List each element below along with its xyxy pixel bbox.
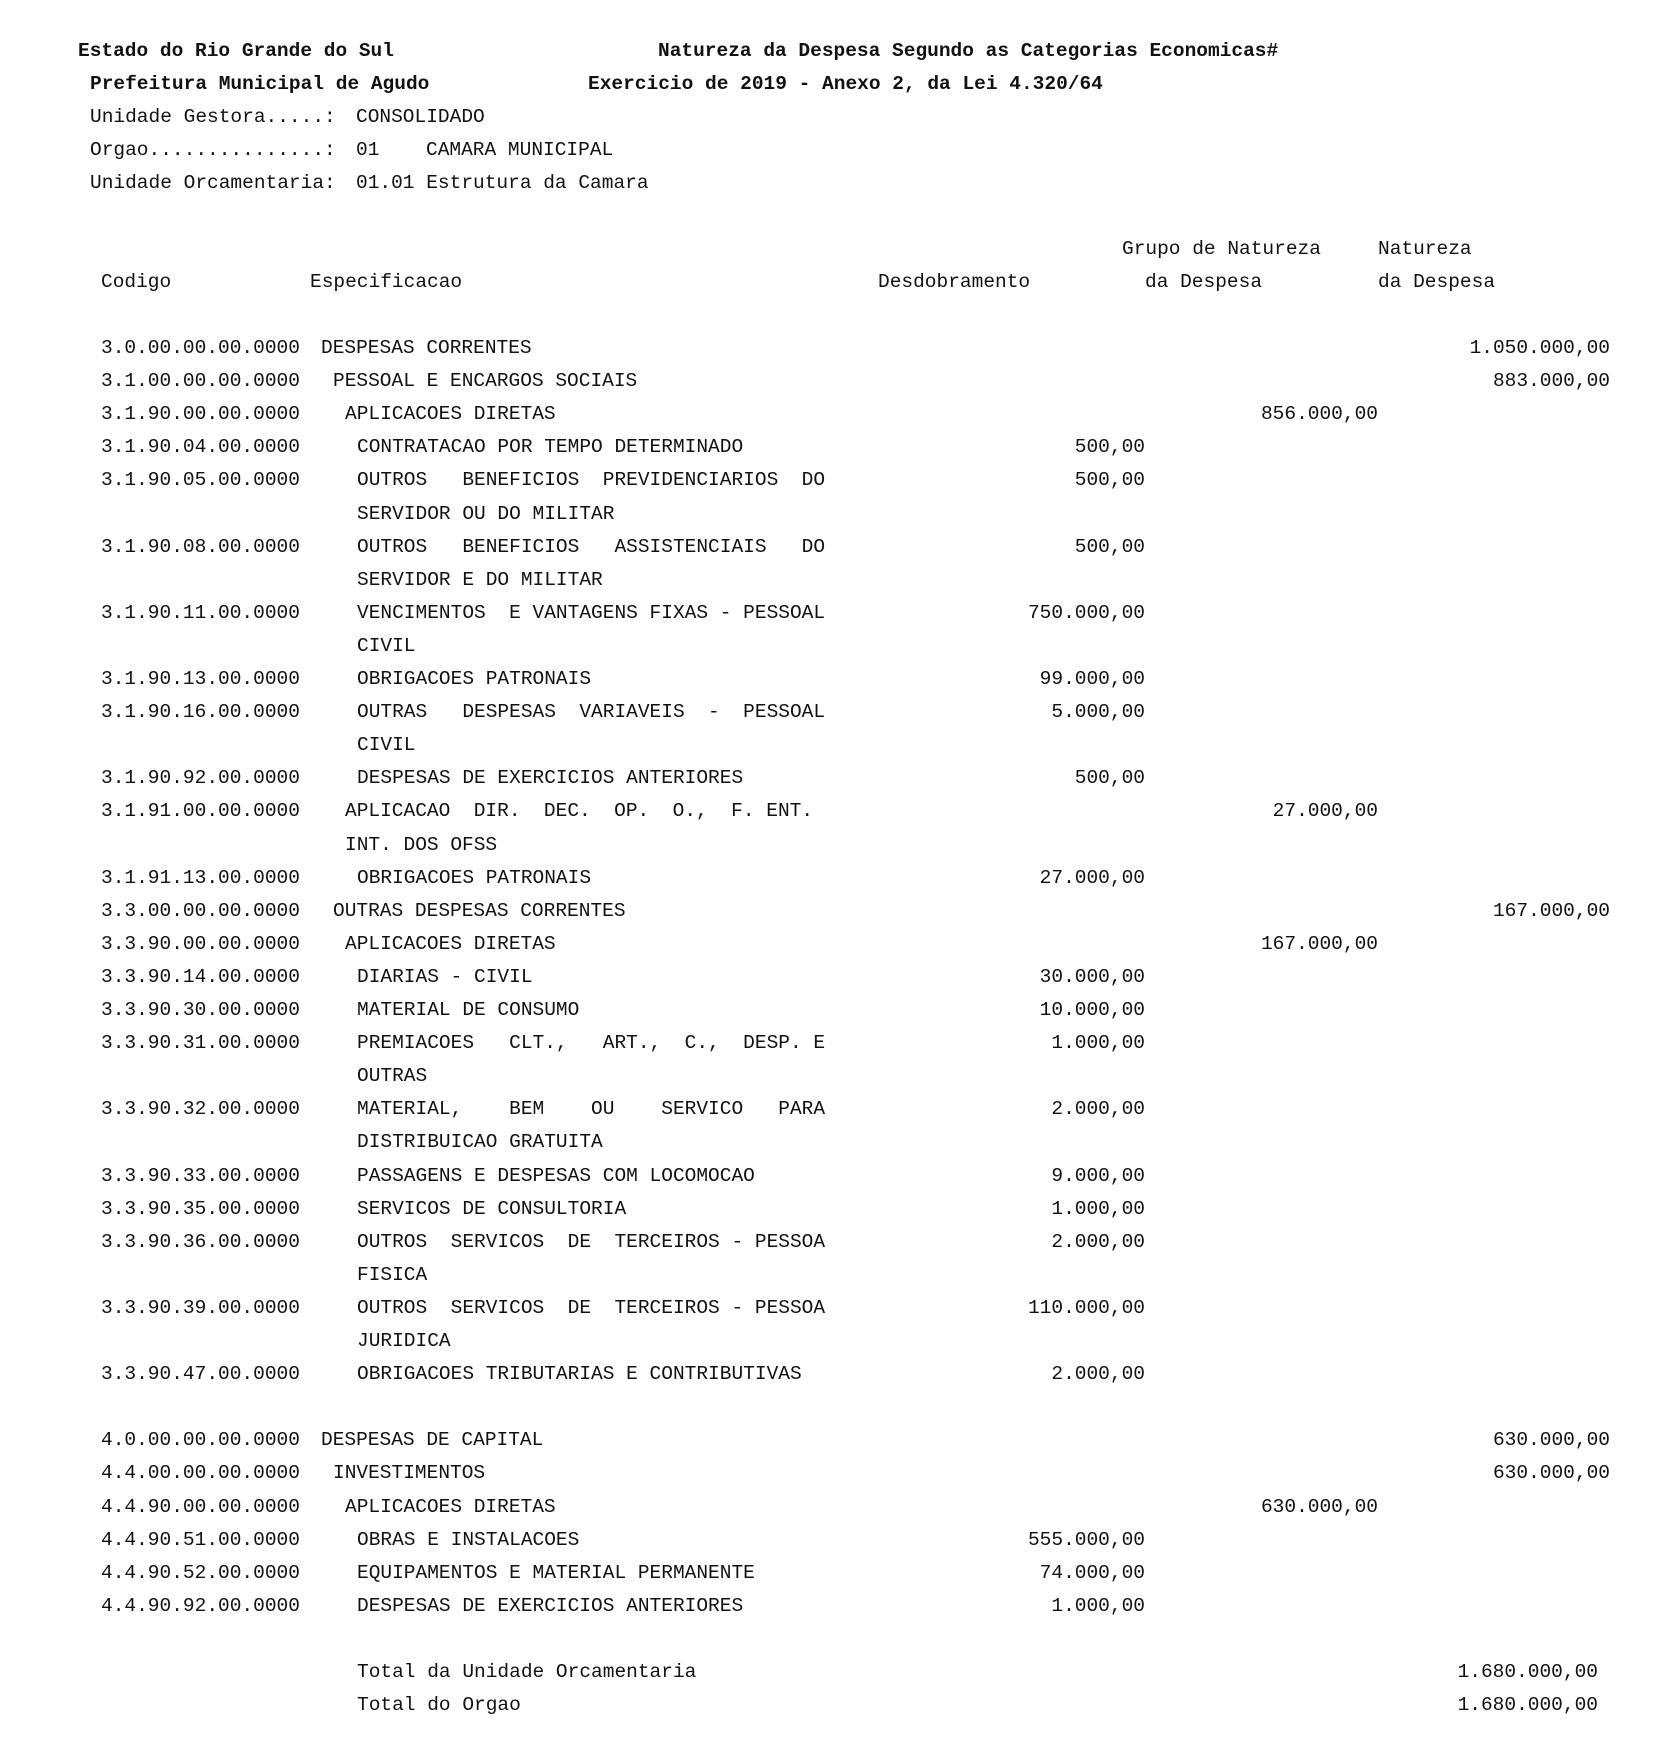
state-name: Estado do Rio Grande do Sul <box>78 40 394 62</box>
row-natureza-value: 630.000,00 <box>1492 1429 1610 1451</box>
unidade-gestora-value: CONSOLIDADO <box>356 106 485 128</box>
row-description: INT. DOS OFSS <box>345 834 498 856</box>
row-code: 3.1.90.11.00.0000 <box>101 602 300 624</box>
row-desdobramento-value: 74.000,00 <box>1039 1562 1145 1584</box>
row-desdobramento-value: 2.000,00 <box>1051 1098 1145 1120</box>
row-description: PASSAGENS E DESPESAS COM LOCOMOCAO <box>357 1165 755 1187</box>
row-description: FISICA <box>357 1264 428 1286</box>
row-description: OBRAS E INSTALACOES <box>357 1529 580 1551</box>
row-description: OBRIGACOES PATRONAIS <box>357 867 592 889</box>
row-desdobramento-value: 1.000,00 <box>1051 1595 1145 1617</box>
row-code: 3.1.90.05.00.0000 <box>101 469 300 491</box>
row-description: MATERIAL, BEM OU SERVICO PARA <box>357 1098 826 1120</box>
exercise-info: Exercicio de 2019 - Anexo 2, da Lei 4.320/64 <box>588 73 1103 95</box>
row-code: 3.1.90.16.00.0000 <box>101 701 300 723</box>
row-desdobramento-value: 500,00 <box>1074 767 1145 789</box>
col-natureza-line1: Natureza <box>1378 238 1472 260</box>
row-natureza-value: 167.000,00 <box>1492 900 1610 922</box>
total-orgao-label: Total do Orgao <box>357 1694 521 1716</box>
row-code: 4.4.00.00.00.0000 <box>101 1462 300 1484</box>
total-orgao-value: 1.680.000,00 <box>1457 1694 1598 1716</box>
row-desdobramento-value: 2.000,00 <box>1051 1363 1145 1385</box>
row-description: OBRIGACOES PATRONAIS <box>357 668 592 690</box>
col-grupo-line2: da Despesa <box>1145 271 1263 293</box>
row-description: OUTRAS DESPESAS VARIAVEIS - PESSOAL <box>357 701 826 723</box>
orgao-code: 01 <box>356 139 380 161</box>
row-code: 3.1.00.00.00.0000 <box>101 370 300 392</box>
row-desdobramento-value: 2.000,00 <box>1051 1231 1145 1253</box>
row-natureza-value: 1.050.000,00 <box>1469 337 1610 359</box>
row-description: DESPESAS CORRENTES <box>321 337 532 359</box>
row-desdobramento-value: 27.000,00 <box>1039 867 1145 889</box>
row-code: 3.0.00.00.00.0000 <box>101 337 300 359</box>
row-description: INVESTIMENTOS <box>333 1462 486 1484</box>
row-code: 3.1.90.13.00.0000 <box>101 668 300 690</box>
row-code: 3.3.90.36.00.0000 <box>101 1231 300 1253</box>
row-description: CIVIL <box>357 734 416 756</box>
row-description: OUTROS BENEFICIOS ASSISTENCIAIS DO <box>357 536 826 558</box>
row-description: PESSOAL E ENCARGOS SOCIAIS <box>333 370 638 392</box>
row-description: PREMIACOES CLT., ART., C., DESP. E <box>357 1032 826 1054</box>
row-description: SERVIDOR E DO MILITAR <box>357 569 603 591</box>
unidade-orcamentaria-label: Unidade Orcamentaria: <box>90 172 336 194</box>
row-description: DESPESAS DE CAPITAL <box>321 1429 544 1451</box>
col-especificacao: Especificacao <box>310 271 463 293</box>
orgao-label: Orgao...............: <box>90 139 336 161</box>
row-code: 3.1.90.92.00.0000 <box>101 767 300 789</box>
row-grupo-value: 630.000,00 <box>1260 1496 1378 1518</box>
row-description: MATERIAL DE CONSUMO <box>357 999 580 1021</box>
row-code: 4.4.90.51.00.0000 <box>101 1529 300 1551</box>
row-description: OUTROS BENEFICIOS PREVIDENCIARIOS DO <box>357 469 826 491</box>
row-grupo-value: 856.000,00 <box>1260 403 1378 425</box>
row-desdobramento-value: 1.000,00 <box>1051 1198 1145 1220</box>
row-description: CIVIL <box>357 635 416 657</box>
row-description: VENCIMENTOS E VANTAGENS FIXAS - PESSOAL <box>357 602 826 624</box>
row-desdobramento-value: 9.000,00 <box>1051 1165 1145 1187</box>
col-desdobramento: Desdobramento <box>878 271 1031 293</box>
row-desdobramento-value: 500,00 <box>1074 436 1145 458</box>
row-code: 3.3.90.30.00.0000 <box>101 999 300 1021</box>
row-code: 3.1.91.13.00.0000 <box>101 867 300 889</box>
col-natureza-line2: da Despesa <box>1378 271 1496 293</box>
row-desdobramento-value: 99.000,00 <box>1039 668 1145 690</box>
row-code: 3.3.90.00.00.0000 <box>101 933 300 955</box>
row-code: 3.3.90.47.00.0000 <box>101 1363 300 1385</box>
row-desdobramento-value: 500,00 <box>1074 536 1145 558</box>
unidade-orcamentaria-value: 01.01 Estrutura da Camara <box>356 172 649 194</box>
row-code: 3.3.90.14.00.0000 <box>101 966 300 988</box>
orgao-name: CAMARA MUNICIPAL <box>426 139 614 161</box>
row-description: JURIDICA <box>357 1330 451 1352</box>
row-code: 3.1.90.00.00.0000 <box>101 403 300 425</box>
row-code: 3.3.90.35.00.0000 <box>101 1198 300 1220</box>
row-description: APLICACOES DIRETAS <box>345 1496 556 1518</box>
row-description: OUTROS SERVICOS DE TERCEIROS - PESSOA <box>357 1297 826 1319</box>
row-code: 3.1.91.00.00.0000 <box>101 800 300 822</box>
row-description: OUTRAS <box>357 1065 428 1087</box>
row-description: SERVICOS DE CONSULTORIA <box>357 1198 627 1220</box>
row-description: CONTRATACAO POR TEMPO DETERMINADO <box>357 436 744 458</box>
col-codigo: Codigo <box>101 271 172 293</box>
row-description: DIARIAS - CIVIL <box>357 966 533 988</box>
row-natureza-value: 883.000,00 <box>1492 370 1610 392</box>
row-desdobramento-value: 30.000,00 <box>1039 966 1145 988</box>
row-description: OUTROS SERVICOS DE TERCEIROS - PESSOA <box>357 1231 826 1253</box>
total-unidade-value: 1.680.000,00 <box>1457 1661 1598 1683</box>
row-code: 3.3.00.00.00.0000 <box>101 900 300 922</box>
row-desdobramento-value: 5.000,00 <box>1051 701 1145 723</box>
row-grupo-value: 27.000,00 <box>1272 800 1378 822</box>
row-grupo-value: 167.000,00 <box>1260 933 1378 955</box>
row-description: APLICACOES DIRETAS <box>345 933 556 955</box>
row-code: 3.3.90.39.00.0000 <box>101 1297 300 1319</box>
row-description: SERVIDOR OU DO MILITAR <box>357 503 615 525</box>
unidade-gestora-label: Unidade Gestora.....: <box>90 106 336 128</box>
row-desdobramento-value: 110.000,00 <box>1027 1297 1145 1319</box>
row-code: 3.1.90.08.00.0000 <box>101 536 300 558</box>
row-code: 4.4.90.92.00.0000 <box>101 1595 300 1617</box>
row-description: DESPESAS DE EXERCICIOS ANTERIORES <box>357 767 744 789</box>
row-desdobramento-value: 750.000,00 <box>1027 602 1145 624</box>
row-description: DESPESAS DE EXERCICIOS ANTERIORES <box>357 1595 744 1617</box>
row-description: OUTRAS DESPESAS CORRENTES <box>333 900 626 922</box>
row-code: 3.3.90.32.00.0000 <box>101 1098 300 1120</box>
prefecture-name: Prefeitura Municipal de Agudo <box>90 73 430 95</box>
row-description: APLICACOES DIRETAS <box>345 403 556 425</box>
row-description: DISTRIBUICAO GRATUITA <box>357 1131 603 1153</box>
row-description: APLICACAO DIR. DEC. OP. O., F. ENT. <box>345 800 814 822</box>
report-title: Natureza da Despesa Segundo as Categorias Economicas# <box>658 40 1279 62</box>
row-description: EQUIPAMENTOS E MATERIAL PERMANENTE <box>357 1562 755 1584</box>
row-desdobramento-value: 500,00 <box>1074 469 1145 491</box>
row-desdobramento-value: 555.000,00 <box>1027 1529 1145 1551</box>
row-natureza-value: 630.000,00 <box>1492 1462 1610 1484</box>
row-code: 4.4.90.52.00.0000 <box>101 1562 300 1584</box>
row-code: 3.3.90.31.00.0000 <box>101 1032 300 1054</box>
row-code: 4.4.90.00.00.0000 <box>101 1496 300 1518</box>
row-code: 4.0.00.00.00.0000 <box>101 1429 300 1451</box>
row-description: OBRIGACOES TRIBUTARIAS E CONTRIBUTIVAS <box>357 1363 802 1385</box>
row-desdobramento-value: 10.000,00 <box>1039 999 1145 1021</box>
row-code: 3.1.90.04.00.0000 <box>101 436 300 458</box>
row-desdobramento-value: 1.000,00 <box>1051 1032 1145 1054</box>
row-code: 3.3.90.33.00.0000 <box>101 1165 300 1187</box>
total-unidade-label: Total da Unidade Orcamentaria <box>357 1661 697 1683</box>
col-grupo-line1: Grupo de Natureza <box>1122 238 1321 260</box>
